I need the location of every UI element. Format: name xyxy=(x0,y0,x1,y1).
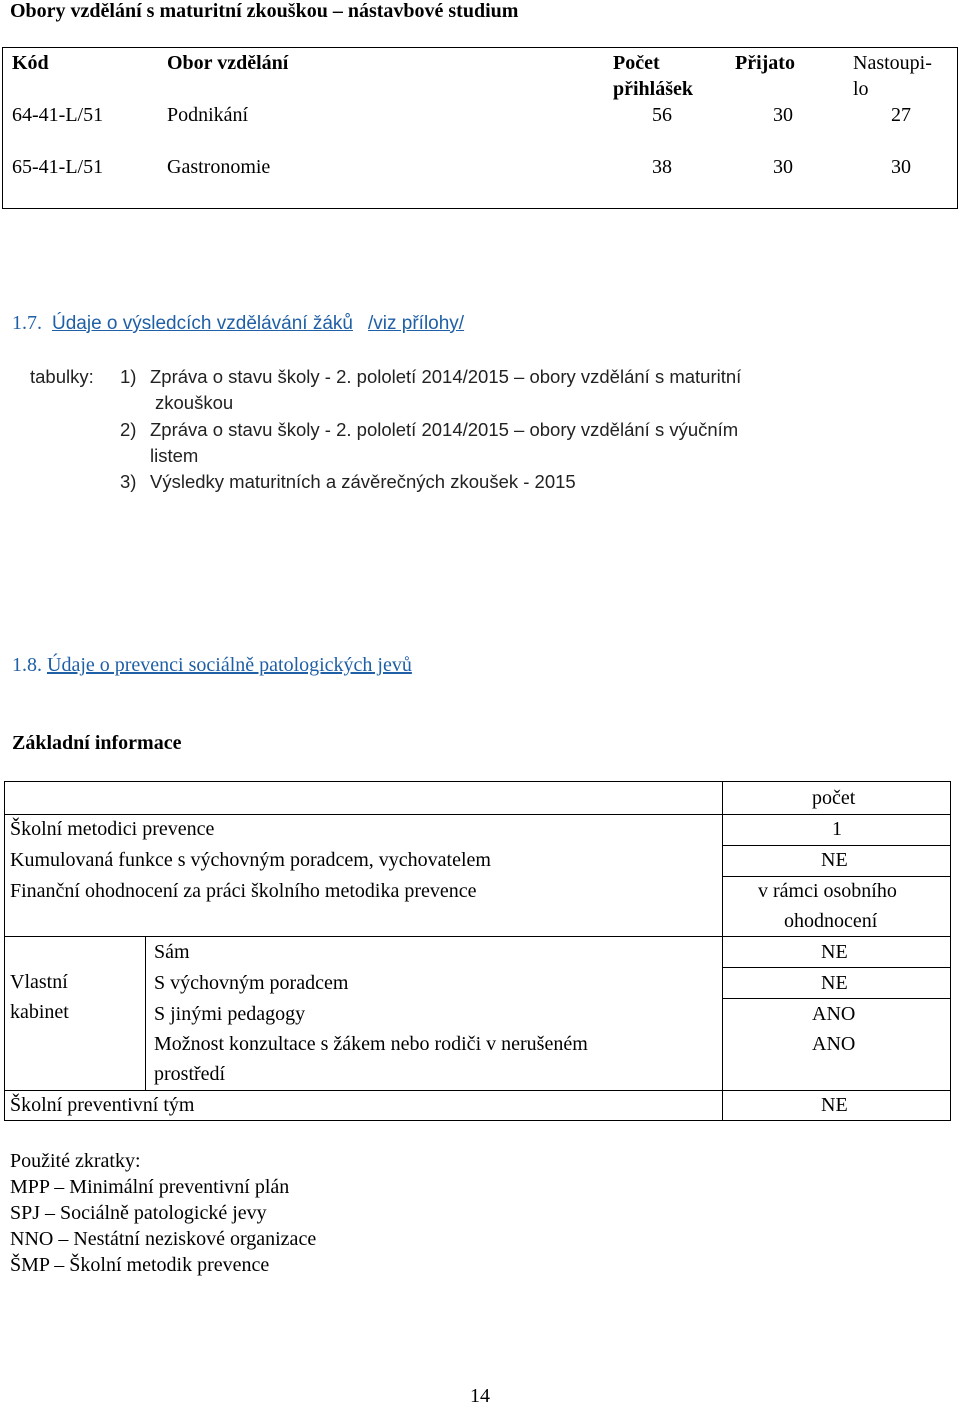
row-financni-value-line2: ohodnocení xyxy=(784,910,878,932)
row-konzultace-label-line1: Možnost konzultace s žákem nebo rodiči v nerušeném xyxy=(154,1033,588,1055)
header-nastoupilo: Nastoupi- xyxy=(853,52,932,74)
row1-pocet: 56 xyxy=(652,104,672,126)
page-heading: Obory vzdělání s maturitní zkouškou – nástavbové studium xyxy=(10,0,519,22)
row2-prijato: 30 xyxy=(773,156,793,178)
table-border xyxy=(950,781,951,1121)
row-preventivni-tym-value: NE xyxy=(821,1094,848,1116)
tabulky-item-2-line2: listem xyxy=(150,445,199,466)
row-financni-label: Finanční ohodnocení za práci školního metodika prevence xyxy=(10,880,477,902)
header-obor: Obor vzdělání xyxy=(167,52,289,74)
page-number: 14 xyxy=(470,1385,490,1407)
vlastni-kabinet-label-2: kabinet xyxy=(10,1001,69,1023)
table-border xyxy=(4,1120,951,1121)
row-kumulovana-value: NE xyxy=(821,849,848,871)
section-1-7-number: 1.7. xyxy=(12,312,42,334)
header-pocet-count: počet xyxy=(812,787,856,809)
zakladni-informace-heading: Základní informace xyxy=(12,732,182,754)
admissions-table xyxy=(2,47,958,209)
row-financni-value-line1: v rámci osobního xyxy=(758,880,897,902)
table-border xyxy=(722,781,723,1121)
section-1-8-number: 1.8. xyxy=(12,654,42,676)
row1-nastoupilo: 27 xyxy=(891,104,911,126)
table-border xyxy=(145,936,146,1090)
tabulky-item-2-line1: Zpráva o stavu školy - 2. pololetí 2014/2015 – obory vzdělání s výučním xyxy=(150,419,739,440)
row-vychovny-label: S výchovným poradcem xyxy=(154,972,349,994)
row-pedagogy-value: ANO xyxy=(812,1003,856,1025)
row-metodici-value: 1 xyxy=(832,818,842,840)
row-vychovny-value: NE xyxy=(821,972,848,994)
row-pedagogy-label: S jinými pedagogy xyxy=(154,1003,306,1025)
row1-prijato: 30 xyxy=(773,104,793,126)
header-pocet: Počet xyxy=(613,52,660,74)
row-sam-value: NE xyxy=(821,941,848,963)
row-preventivni-tym-label: Školní preventivní tým xyxy=(10,1094,195,1116)
tabulky-item-1-num: 1) xyxy=(120,366,137,387)
table-border xyxy=(4,781,5,1121)
section-1-8-heading xyxy=(12,654,412,677)
tabulky-item-3-num: 3) xyxy=(120,471,137,492)
row-kumulovana-label: Kumulovaná funkce s výchovným poradcem, vychovatelem xyxy=(10,849,491,871)
table-border xyxy=(4,936,951,937)
zkratky-item: ŠMP – Školní metodik prevence xyxy=(10,1254,270,1276)
table-border xyxy=(4,781,951,782)
zkratky-item: MPP – Minimální preventivní plán xyxy=(10,1176,290,1198)
zkratky-item: NNO – Nestátní neziskové organizace xyxy=(10,1228,317,1250)
row1-obor: Podnikání xyxy=(167,104,249,126)
section-1-7-suffix: /viz přílohy/ xyxy=(368,313,465,334)
vlastni-kabinet-label-1: Vlastní xyxy=(10,971,68,993)
zkratky-item: SPJ – Sociálně patologické jevy xyxy=(10,1202,267,1224)
row2-pocet: 38 xyxy=(652,156,672,178)
row-konzultace-value: ANO xyxy=(812,1033,856,1055)
tabulky-label: tabulky: xyxy=(30,366,94,387)
section-1-7-heading xyxy=(12,312,464,335)
header-kod: Kód xyxy=(12,52,49,74)
section-1-8-title: Údaje o prevenci sociálně patologických jevů xyxy=(47,654,412,676)
header-nastoupilo-cont: lo xyxy=(853,78,869,100)
row2-kod: 65-41-L/51 xyxy=(12,156,104,178)
tabulky-item-1-line1: Zpráva o stavu školy - 2. pololetí 2014/2015 – obory vzdělání s maturitní xyxy=(150,366,742,387)
row-metodici-label: Školní metodici prevence xyxy=(10,818,215,840)
row1-kod: 64-41-L/51 xyxy=(12,104,104,126)
row-konzultace-label-line2: prostředí xyxy=(154,1063,226,1085)
row2-nastoupilo: 30 xyxy=(891,156,911,178)
tabulky-item-1-line2: zkouškou xyxy=(155,392,234,413)
zkratky-title: Použité zkratky: xyxy=(10,1150,141,1172)
header-prijato: Přijato xyxy=(735,52,795,74)
section-1-7-title: Údaje o výsledcích vzdělávání žáků xyxy=(52,313,353,334)
tabulky-item-2-num: 2) xyxy=(120,419,137,440)
row2-obor: Gastronomie xyxy=(167,156,271,178)
header-prihlasek: přihlášek xyxy=(613,78,694,100)
tabulky-item-3-line1: Výsledky maturitních a závěrečných zkoušek - 2015 xyxy=(150,471,576,492)
row-sam-label: Sám xyxy=(154,941,190,963)
